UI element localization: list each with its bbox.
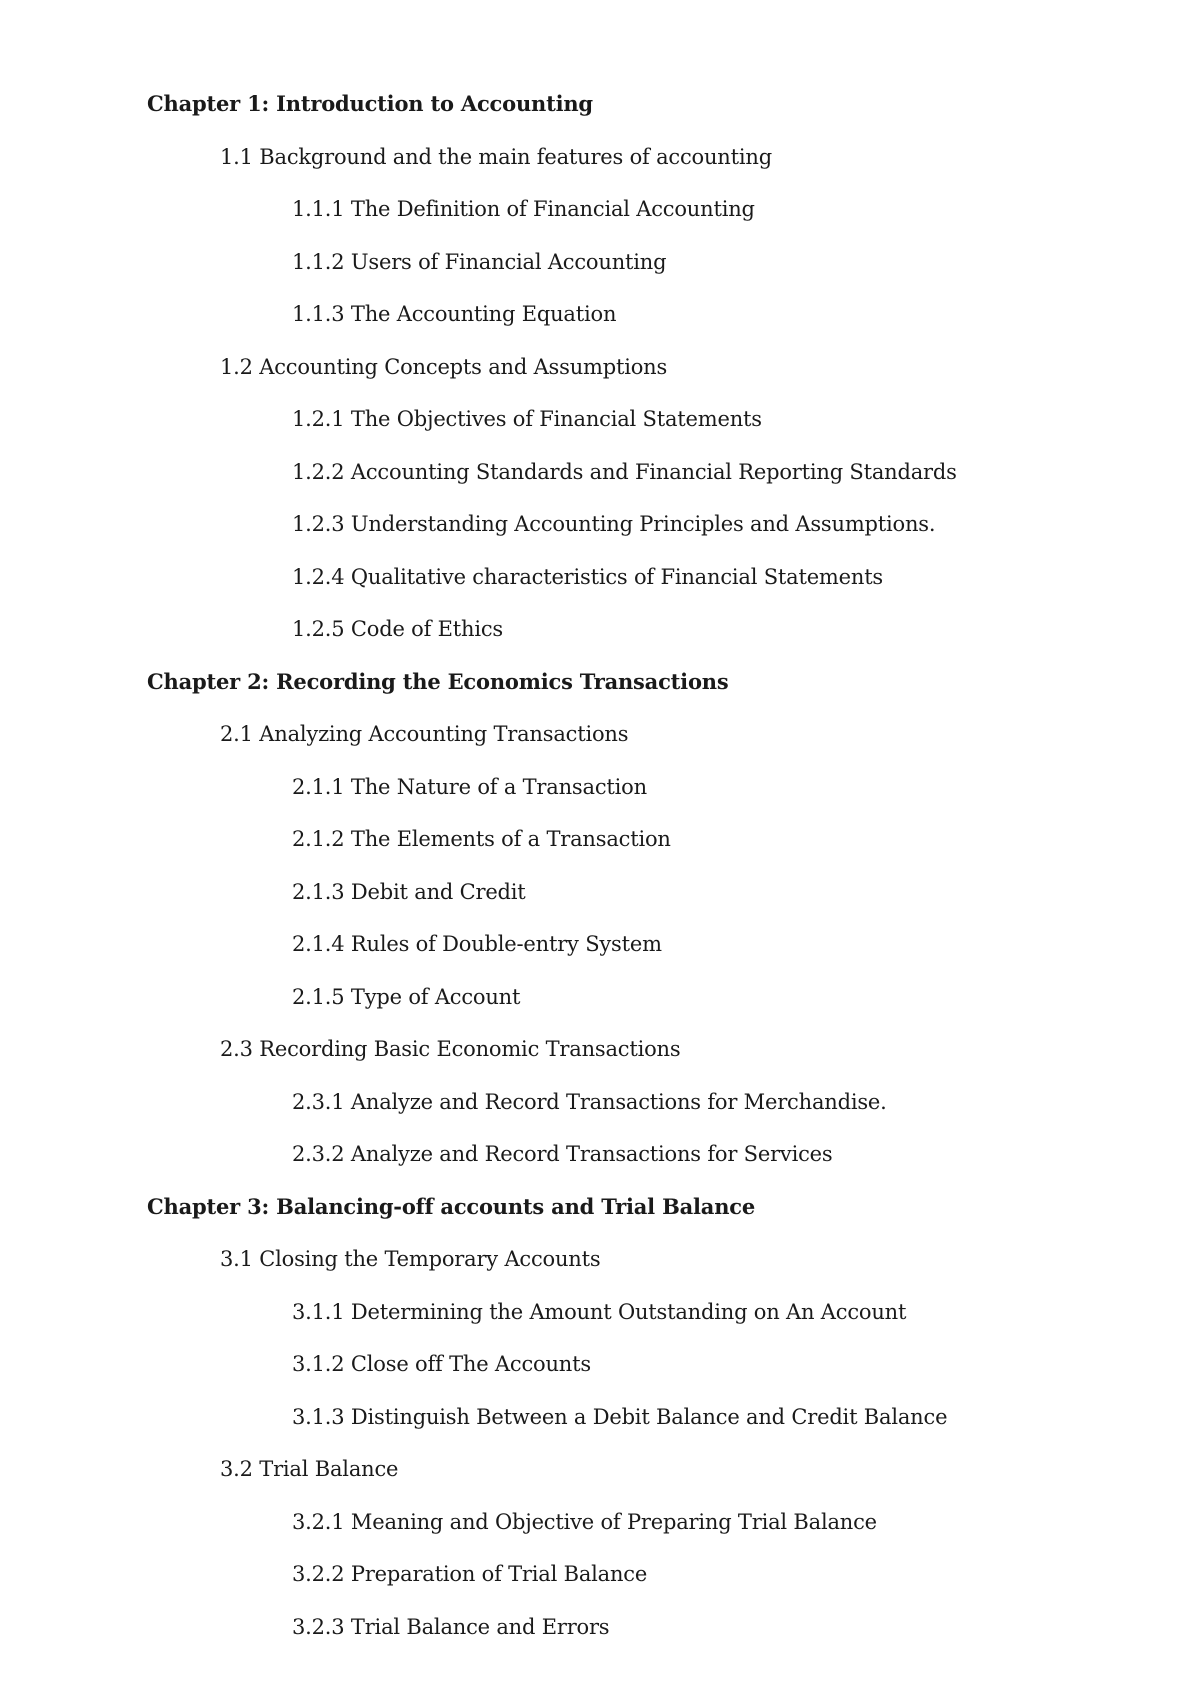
subsection-item: 2.1.2 The Elements of a Transaction xyxy=(292,827,671,851)
subsection-item: 3.1.2 Close off The Accounts xyxy=(292,1352,591,1376)
table-of-contents xyxy=(0,78,1200,1653)
subsection-item: 3.2.1 Meaning and Objective of Preparing Trial Balance xyxy=(292,1509,877,1534)
section-heading: 1.1 Background and the main features of accounting xyxy=(220,144,772,169)
subsection-item: 1.1.2 Users of Financial Accounting xyxy=(292,249,667,274)
subsection-item: 3.2.3 Trial Balance and Errors xyxy=(292,1614,610,1639)
chapter-heading: Chapter 3: Balancing-off accounts and Trial Balance xyxy=(147,1193,756,1219)
chapter-heading: Chapter 2: Recording the Economics Transactions xyxy=(147,668,729,694)
subsection-item: 3.1.1 Determining the Amount Outstanding on An Account xyxy=(292,1299,907,1324)
section-heading: 2.1 Analyzing Accounting Transactions xyxy=(220,722,629,746)
subsection-item: 2.3.2 Analyze and Record Transactions for Services xyxy=(292,1142,833,1166)
subsection-item: 1.2.2 Accounting Standards and Financial Reporting Standards xyxy=(292,459,957,484)
subsection-item: 1.2.3 Understanding Accounting Principles and Assumptions. xyxy=(292,512,936,536)
subsection-item: 1.1.1 The Definition of Financial Accounting xyxy=(292,197,755,221)
section-heading: 2.3 Recording Basic Economic Transactions xyxy=(220,1037,681,1061)
section-heading: 3.2 Trial Balance xyxy=(220,1457,399,1481)
subsection-item: 1.2.4 Qualitative characteristics of Financial Statements xyxy=(292,564,884,589)
subsection-item: 2.1.5 Type of Account xyxy=(292,984,521,1009)
subsection-item: 1.2.1 The Objectives of Financial Statements xyxy=(292,407,762,431)
subsection-item: 1.2.5 Code of Ethics xyxy=(292,617,504,641)
subsection-item: 3.1.3 Distinguish Between a Debit Balance and Credit Balance xyxy=(292,1404,948,1429)
section-heading: 3.1 Closing the Temporary Accounts xyxy=(220,1247,601,1271)
subsection-item: 2.1.4 Rules of Double-entry System xyxy=(292,932,662,956)
subsection-item: 2.1.3 Debit and Credit xyxy=(292,879,526,904)
subsection-item: 2.3.1 Analyze and Record Transactions for Merchandise. xyxy=(292,1089,887,1114)
subsection-item: 2.1.1 The Nature of a Transaction xyxy=(292,774,647,799)
section-heading: 1.2 Accounting Concepts and Assumptions xyxy=(220,354,668,379)
subsection-item: 3.2.2 Preparation of Trial Balance xyxy=(292,1562,648,1586)
subsection-item: 1.1.3 The Accounting Equation xyxy=(292,302,617,326)
chapter-heading: Chapter 1: Introduction to Accounting xyxy=(147,91,593,116)
